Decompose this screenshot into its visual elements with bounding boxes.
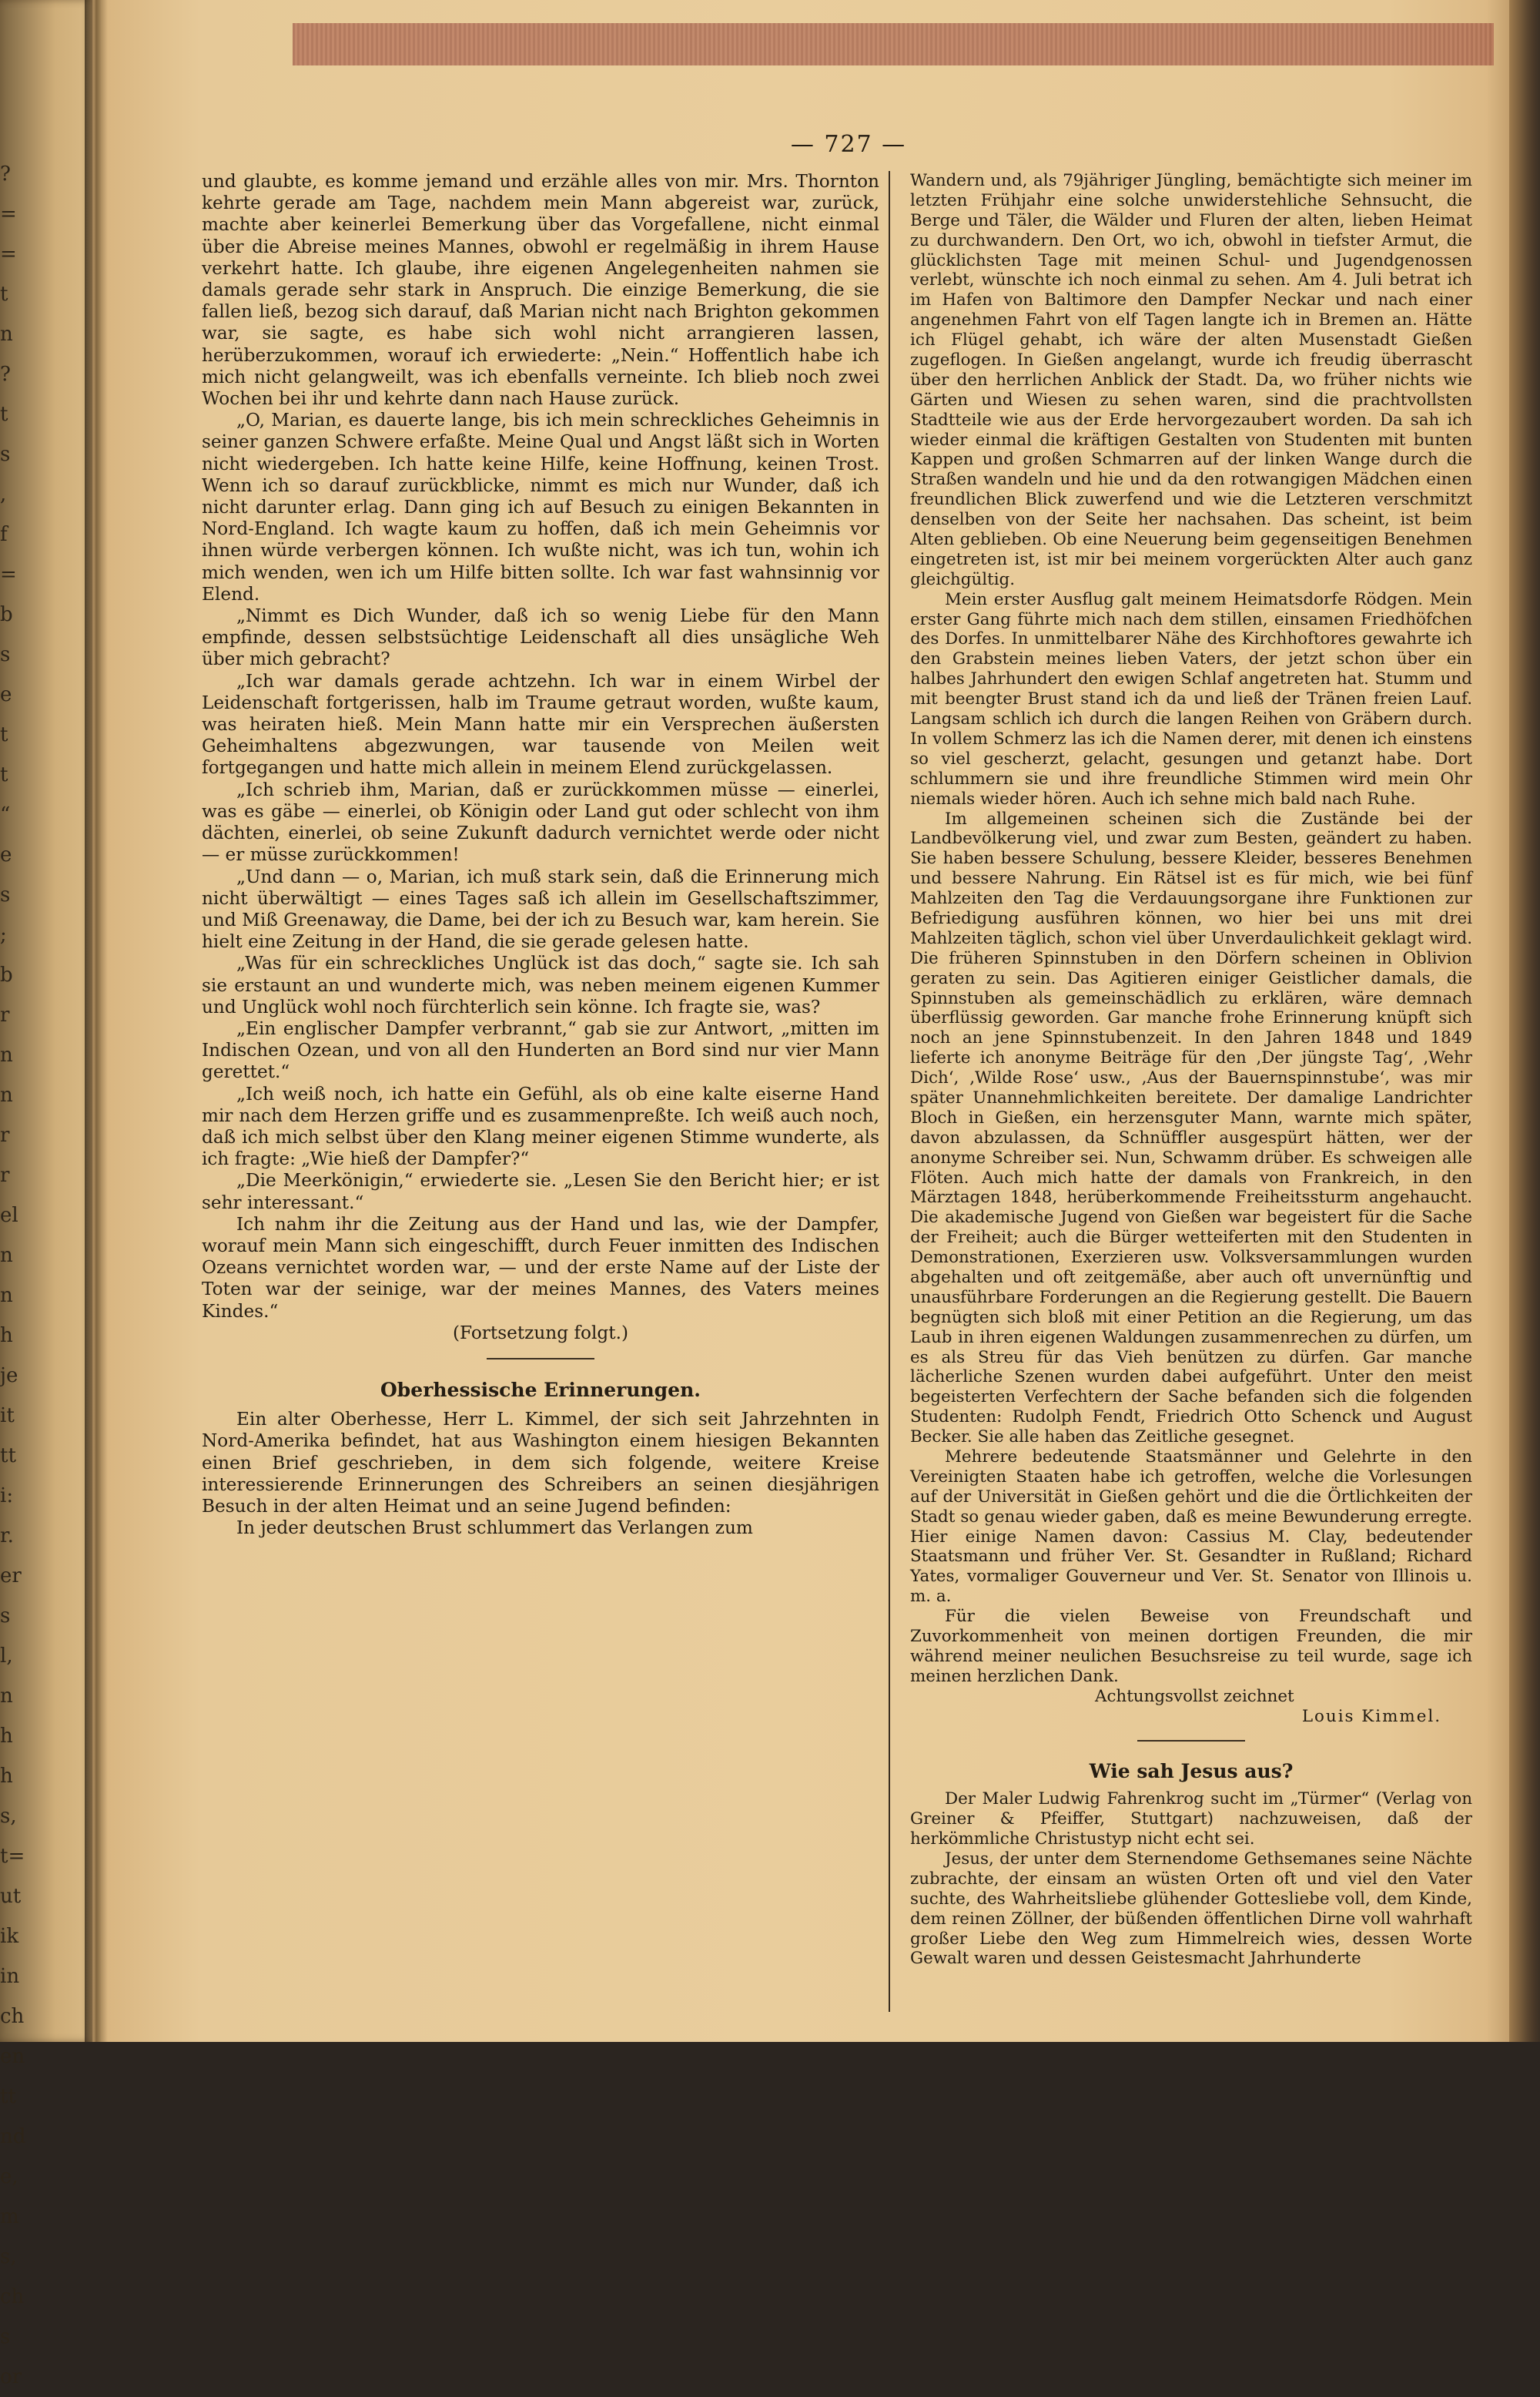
margin-fragment: h <box>0 1324 13 1347</box>
left-column <box>202 171 879 1539</box>
previous-page-fragments <box>0 154 26 2397</box>
margin-fragment: nd <box>0 2125 26 2148</box>
margin-fragment: n <box>0 1244 13 1267</box>
margin-fragment: t <box>0 283 8 306</box>
section-divider <box>1137 1740 1245 1742</box>
margin-fragment: or <box>0 2365 22 2389</box>
section-title-jesus: Wie sah Jesus aus? <box>1089 1760 1294 1783</box>
margin-fragment: ch <box>0 2005 25 2028</box>
paragraph: „Nimmt es Dich Wunder, daß ich so wenig Liebe für den Mann empfinde, dessen selbstsüchtige Leidenschaft all dies unsägliche Weh über mich gebracht? <box>202 605 879 670</box>
margin-fragment: ; <box>0 924 7 947</box>
margin-fragment: tt <box>0 2085 16 2108</box>
story-text <box>202 171 879 1323</box>
paragraph: Mehrere bedeutende Staatsmänner und Gelehrte in den Vereinigten Staaten habe ich getroffen, welche die Vorlesungen auf der Universität in Gießen gehört und die die Örtlichkeiten der Stadt so genau wieder gaben, daß es meine Bewunderung erregte. Hier einige Namen davon: Cassius M. Clay, bedeutender Staatsmann und früher Ver. St. Gesandter in Rußland; Richard Yates, vormaliger Gouverneur und Ver. St. Senator von Illinois u. m. a. <box>910 1447 1472 1607</box>
paragraph: Mein erster Ausflug galt meinem Heimatsdorfe Rödgen. Mein erster Gang führte mich nach dem stillen, einsamen Friedhöfchen des Dorfes. In unmittelbarer Nähe des Kirchhoftores gewahrte ich den Grabstein meines lieben Vaters, der jetzt schon über ein halbes Jahrhundert den ewigen Schlaf angetreten hat. Stumm und mit beengter Brust stand ich da und ließ der Tränen freien Lauf. Langsam schlich ich durch die langen Reihen von Gräbern durch. In vollem Schmerz las ich die Namen derer, mit denen ich einstens so viel gescherzt, gelacht, gesungen und getanzt habe. Dort schlummern sie und ihre freundliche Stimmen wird mein Ohr niemals wieder hören. Auch ich sehne mich bald nach Ruhe. <box>910 589 1472 809</box>
margin-fragment: i: <box>0 1484 14 1507</box>
right-column <box>910 171 1472 1969</box>
margin-fragment: s <box>0 443 11 466</box>
margin-fragment: s, <box>0 1805 17 1828</box>
section-divider <box>487 1358 594 1359</box>
margin-fragment: b <box>0 964 13 987</box>
margin-fragment: n <box>0 1685 13 1708</box>
paragraph: und glaubte, es komme jemand und erzähle alles von mir. Mrs. Thornton kehrte gerade am Tage, nachdem mein Mann abgereist war, zurück, machte aber keinerlei Bemerkung über das Vorgefallene, nicht einmal über die Abreise meines Mannes, obwohl er regelmäßig in ihrem Hause verkehrt hatte. Ich glaube, ihre eigenen Angelegenheiten nahmen sie damals gerade sehr stark in Anspruch. Die einzige Bemerkung, die sie fallen ließ, bezog sich darauf, daß Marian nicht nach Brighton gekommen war, sie sagte, es habe sich wohl nicht arrangieren lassen, herüberzukommen, worauf ich erwiederte: „Nein.“ Hoffentlich habe ich mich nicht gelangweilt, was ich ebenfalls verneinte. Ich blieb noch zwei Wochen bei ihr und kehrte dann nach Hause zurück. <box>202 171 879 410</box>
margin-fragment: , <box>0 483 7 506</box>
margin-fragment: ut <box>0 1885 22 1908</box>
margin-fragment: t <box>0 763 8 786</box>
margin-fragment: r <box>0 1004 10 1027</box>
paragraph: „Ich war damals gerade achtzehn. Ich war in einem Wirbel der Leidenschaft fortgerissen, halb im Traume getraut worden, wußte kaum, was heiraten hieß. Mein Mann hatte mir ein Versprechen äußersten Geheimhaltens abgezwungen, war tausende von Meilen weit fortgegangen und hatte mich allein in meinem Elend zurückgelassen. <box>202 670 879 779</box>
margin-fragment: h <box>0 1725 13 1748</box>
margin-fragment: e <box>0 843 12 867</box>
paragraph: „Ein englischer Dampfer verbrannt,“ gab sie zur Antwort, „mitten im Indischen Ozean, und von all den Hunderten an Bord sind nur vier Mann gerettet.“ <box>202 1017 879 1083</box>
continuation-note: (Fortsetzung folgt.) <box>452 1322 628 1343</box>
section-text <box>202 1409 879 1539</box>
paragraph: In jeder deutschen Brust schlummert das Verlangen zum <box>236 1517 753 1539</box>
margin-fragment: r <box>0 1124 10 1147</box>
margin-fragment: b <box>0 603 13 626</box>
margin-fragment: r <box>0 1164 10 1187</box>
margin-fragment: s <box>0 643 11 666</box>
margin-fragment: je <box>0 1364 18 1387</box>
paragraph: „Und dann — o, Marian, ich muß stark sein, daß die Erinnerung mich nicht überwältigt — eines Tages saß ich allein im Gesellschaftszimmer, und Miß Greenaway, die Dame, bei der ich zu Besuch war, kam herein. Sie hielt eine Zeitung in der Hand, die sie gerade gelesen hatte. <box>202 866 879 953</box>
margin-fragment: s <box>0 2325 11 2348</box>
paragraph: „Was für ein schreckliches Unglück ist das doch,“ sagte sie. Ich sah sie erstaunt an und wunderte mich, was neben meinem eigenen Kummer und Unglück wohl noch fürchterlich sein könne. Ich fragte sie, was? <box>202 953 879 1017</box>
margin-fragment: h <box>0 1765 13 1788</box>
paragraph: Der Maler Ludwig Fahrenkrog sucht im „Türmer“ (Verlag von Greiner & Pfeiffer, Stuttgart) nachzuweisen, daß der herkömmliche Christustyp nicht echt sei. <box>910 1789 1472 1849</box>
margin-fragment: = <box>0 563 17 586</box>
margin-fragment: t <box>0 403 8 426</box>
book-page <box>102 0 1517 2042</box>
paragraph: Wandern und, als 79jähriger Jüngling, bemächtigte sich meiner im letzten Frühjahr eine solche unwiderstehliche Sehnsucht, die Berge und Täler, die Wälder und Fluren der alten, lieben Heimat zu durchwandern. Den Ort, wo ich, obwohl in tiefster Armut, die glücklichsten Tage mit meinen Schul- und Jugendgenossen verlebt, wünschte ich noch einmal zu sehen. Am 4. Juli betrat ich im Hafen von Baltimore den Dampfer Neckar und nach einer angenehmen Fahrt von elf Tagen langte ich in Bremen an. Hätte ich Flügel gehabt, ich wäre der alten Musenstadt Gießen zugeflogen. In Gießen angelangt, wurde ich freudig überrascht über den herrlichen Anblick der Stadt. Da, wo früher nichts wie Gärten und Wiesen zu sehen waren, sind die prachtvollsten Stadtteile wie aus der Erde hervorgezaubert worden. Da sah ich wieder einmal die kräftigen Gestalten von Studenten mit bunten Kappen und großen Schmarren auf der linken Wange durch die Straßen wandeln und hie und da den rotwangigen Mädchen einen freundlichen Blick zuwerfend und wie die Letzteren verschmitzt denselben von der Seite her nachsahen. Das scheint, ist beim Alten geblieben. Ob eine Neuerung beim gegenseitigen Benehmen eingetreten ist, ist mir bei meinem vorgerückten Alter auch ganz gleichgültig. <box>910 171 1472 589</box>
margin-fragment: ? <box>0 363 11 386</box>
margin-fragment: in <box>0 1965 20 1988</box>
margin-fragment: = <box>0 243 17 266</box>
paragraph: Ein alter Oberhesse, Herr L. Kimmel, der sich seit Jahrzehnten in Nord-Amerika befindet, hat aus Washington einem hiesigen Bekannten einen Brief geschrieben, in dem sich folgende, weitere Kreise interessierende Erinnerungen des Schreibers an seinen diesjährigen Besuch in der alten Heimat und an seine Jugend befinden: <box>202 1409 879 1517</box>
margin-fragment: s <box>0 883 11 907</box>
margin-fragment: n <box>0 323 13 346</box>
paragraph: Jesus, der unter dem Sternendome Gethsemanes seine Nächte zubrachte, der einsam an wüsten Orten oft und viel den Vater suchte, des Wahrheitsliebe glühender Gottesliebe voll, dem Kinde, dem reinen Zöllner, der büßenden öffentlichen Dirne voll wahrhaft großer Liebe den Weg zum Himmelreich wies, dessen Worte Gewalt waren und dessen Geistesmacht Jahrhunderte <box>910 1849 1472 1969</box>
margin-fragment: e, <box>0 2165 18 2188</box>
margin-fragment: el <box>0 1204 18 1227</box>
paragraph: Für die vielen Beweise von Freundschaft und Zuvorkommenheit von meinen dortigen Freunden, die mir während meiner neulichen Besuchsreise zu teil wurde, sage ich meinen herzlichen Dank. <box>910 1607 1472 1686</box>
margin-fragment: it <box>0 1404 15 1427</box>
margin-fragment: f <box>0 523 8 546</box>
margin-fragment: ik <box>0 1925 19 1948</box>
section-title-oberhessische: Oberhessische Erinnerungen. <box>380 1378 701 1401</box>
paragraph: „Die Meerkönigin,“ erwiederte sie. „Lesen Sie den Bericht hier; er ist sehr interessant.“ <box>202 1170 879 1213</box>
signature-greeting: Achtungsvollst zeichnet <box>1095 1686 1294 1706</box>
margin-fragment: ? <box>0 163 11 186</box>
paragraph: „Ich schrieb ihm, Marian, daß er zurückkommen müsse — einerlei, was es gäbe — einerlei, ob Königin oder Land gut oder schlecht von ihm dächten, einerlei, ob seine Zukunft dadurch vernichtet werde oder nicht — er müsse zurückkommen! <box>202 779 879 866</box>
margin-fragment: n <box>0 1084 13 1107</box>
margin-fragment: m <box>0 2205 19 2228</box>
paragraph: „O, Marian, es dauerte lange, bis ich mein schreckliches Geheimnis in seiner ganzen Schwere erfaßte. Meine Qual und Angst läßt sich in Worten nicht wiedergeben. Ich hatte keine Hilfe, keine Hoffnung, keinen Trost. Wenn ich so darauf zurückblicke, nimmt es mich nur Wunder, daß ich nicht darunter erlag. Dann ging ich auf Besuch zu einigen Bekannten in Nord-England. Ich wagte kaum zu hoffen, daß ich mein Geheimnis vor ihnen würde verbergen können. Ich wußte nicht, was ich tun, wohin ich mich wenden, wen ich um Hilfe bitten sollte. Ich war fast wahnsinnig vor Elend. <box>202 410 879 605</box>
book-gutter <box>85 0 102 2042</box>
margin-fragment: n <box>0 1284 13 1307</box>
margin-fragment: s <box>0 1604 11 1628</box>
margin-fragment: ch <box>0 2285 25 2308</box>
page-number: — 727 — <box>790 131 907 158</box>
paragraph: Ich nahm ihr die Zeitung aus der Hand und las, wie der Dampfer, worauf mein Mann sich eingeschifft, durch Feuer inmitten des Indischen Ozeans vernichtet worden war, — und der erste Name auf der Liste der Toten war der seinige, war der meines Mannes, des Vaters meines Kindes.“ <box>202 1213 879 1322</box>
margin-fragment: n <box>0 1044 13 1067</box>
margin-fragment: r. <box>0 1524 14 1547</box>
margin-fragment: = <box>0 203 17 226</box>
margin-fragment: en <box>0 2045 25 2068</box>
letter-text <box>910 171 1472 1687</box>
column-rule <box>889 171 890 2012</box>
margin-fragment: tt <box>0 1444 16 1467</box>
margin-fragment: t= <box>0 1845 25 1868</box>
margin-fragment: s, <box>0 2245 17 2268</box>
section-text <box>910 1789 1472 1969</box>
paragraph: „Ich weiß noch, ich hatte ein Gefühl, als ob eine kalte eiserne Hand mir nach dem Herzen griffe und es zusammenpreßte. Ich weiß auch noch, daß ich mich selbst über den Klang meiner eigenen Stimme wunderte, als ich fragte: „Wie hieß der Dampfer?“ <box>202 1083 879 1170</box>
signature-name: Louis Kimmel. <box>1301 1706 1441 1726</box>
paragraph: Im allgemeinen scheinen sich die Zustände bei der Landbevölkerung viel, und zwar zum Besten, geändert zu haben. Sie haben bessere Schulung, bessere Kleider, besseres Benehmen und bessere Nahrung. Ein Rätsel ist es für mich, wie bei fünf Mahlzeiten den Tag die Verdauungsorgane ihre Funktionen zur Befriedigung ausführen können, wo hier bei uns mit drei Mahlzeiten täglich, schon viel über Unverdaulichkeit geklagt wird. Die früheren Spinnstuben in den Dörfern scheinen in Oblivion geraten zu sein. Das Agitieren einiger Geistlicher damals, die Spinnstuben als gemeinschädlich zu erklären, wäre demnach überflüssig geworden. Gar manche frohe Erinnerung knüpft sich noch an jene Spinnstubenzeit. In den Jahren 1848 und 1849 lieferte ich anonyme Beiträge für den ‚Der jüngste Tag‘, ‚Wehr Dich‘, ‚Wilde Rose‘ usw., ‚Aus der Bauernspinnstube‘, was mir später Unannehmlichkeiten bereitete. Der damalige Landrichter Bloch in Gießen, ein herzensguter Mann, warnte mich später, davon abzulassen, da Schnüffler ausgespürt hätten, wer der anonyme Schreiber sei. Nun, Schwamm drüber. Es schweigen alle Flöten. Auch mich hatte der damals von Frankreich, in den Märztagen 1848, herüberkommende Freiheitssturm angehaucht. Die akademische Jugend von Gießen war begeistert für die Sache der Freiheit; auch die Bürger wetteiferten mit den Studenten in Demonstrationen, Exerzieren usw. Volksversammlungen wurden abgehalten und oft zeitgemäße, aber auch oft unvernünftig und unausführbare Forderungen an die Regierung gestellt. Die Bauern begnügten sich bloß mit einer Petition an die Regierung, um das Laub in ihren eigenen Waldungen zusammenrechen zu dürfen, um es als Streu für das Vieh benützen zu dürfen. Gar manche lächerliche Szenen wurden dabei aufgeführt. Unter den meist begeisterten Verfechtern der Sache befanden sich die folgenden Studenten: Rudolph Fendt, Friedrich Otto Schenck und August Becker. Sie alle haben das Zeitliche gesegnet. <box>910 809 1472 1447</box>
margin-fragment: l, <box>0 1644 13 1668</box>
margin-fragment: “ <box>0 803 11 826</box>
margin-fragment: t <box>0 723 8 746</box>
margin-fragment: e <box>0 683 12 706</box>
margin-fragment: er <box>0 1564 22 1587</box>
